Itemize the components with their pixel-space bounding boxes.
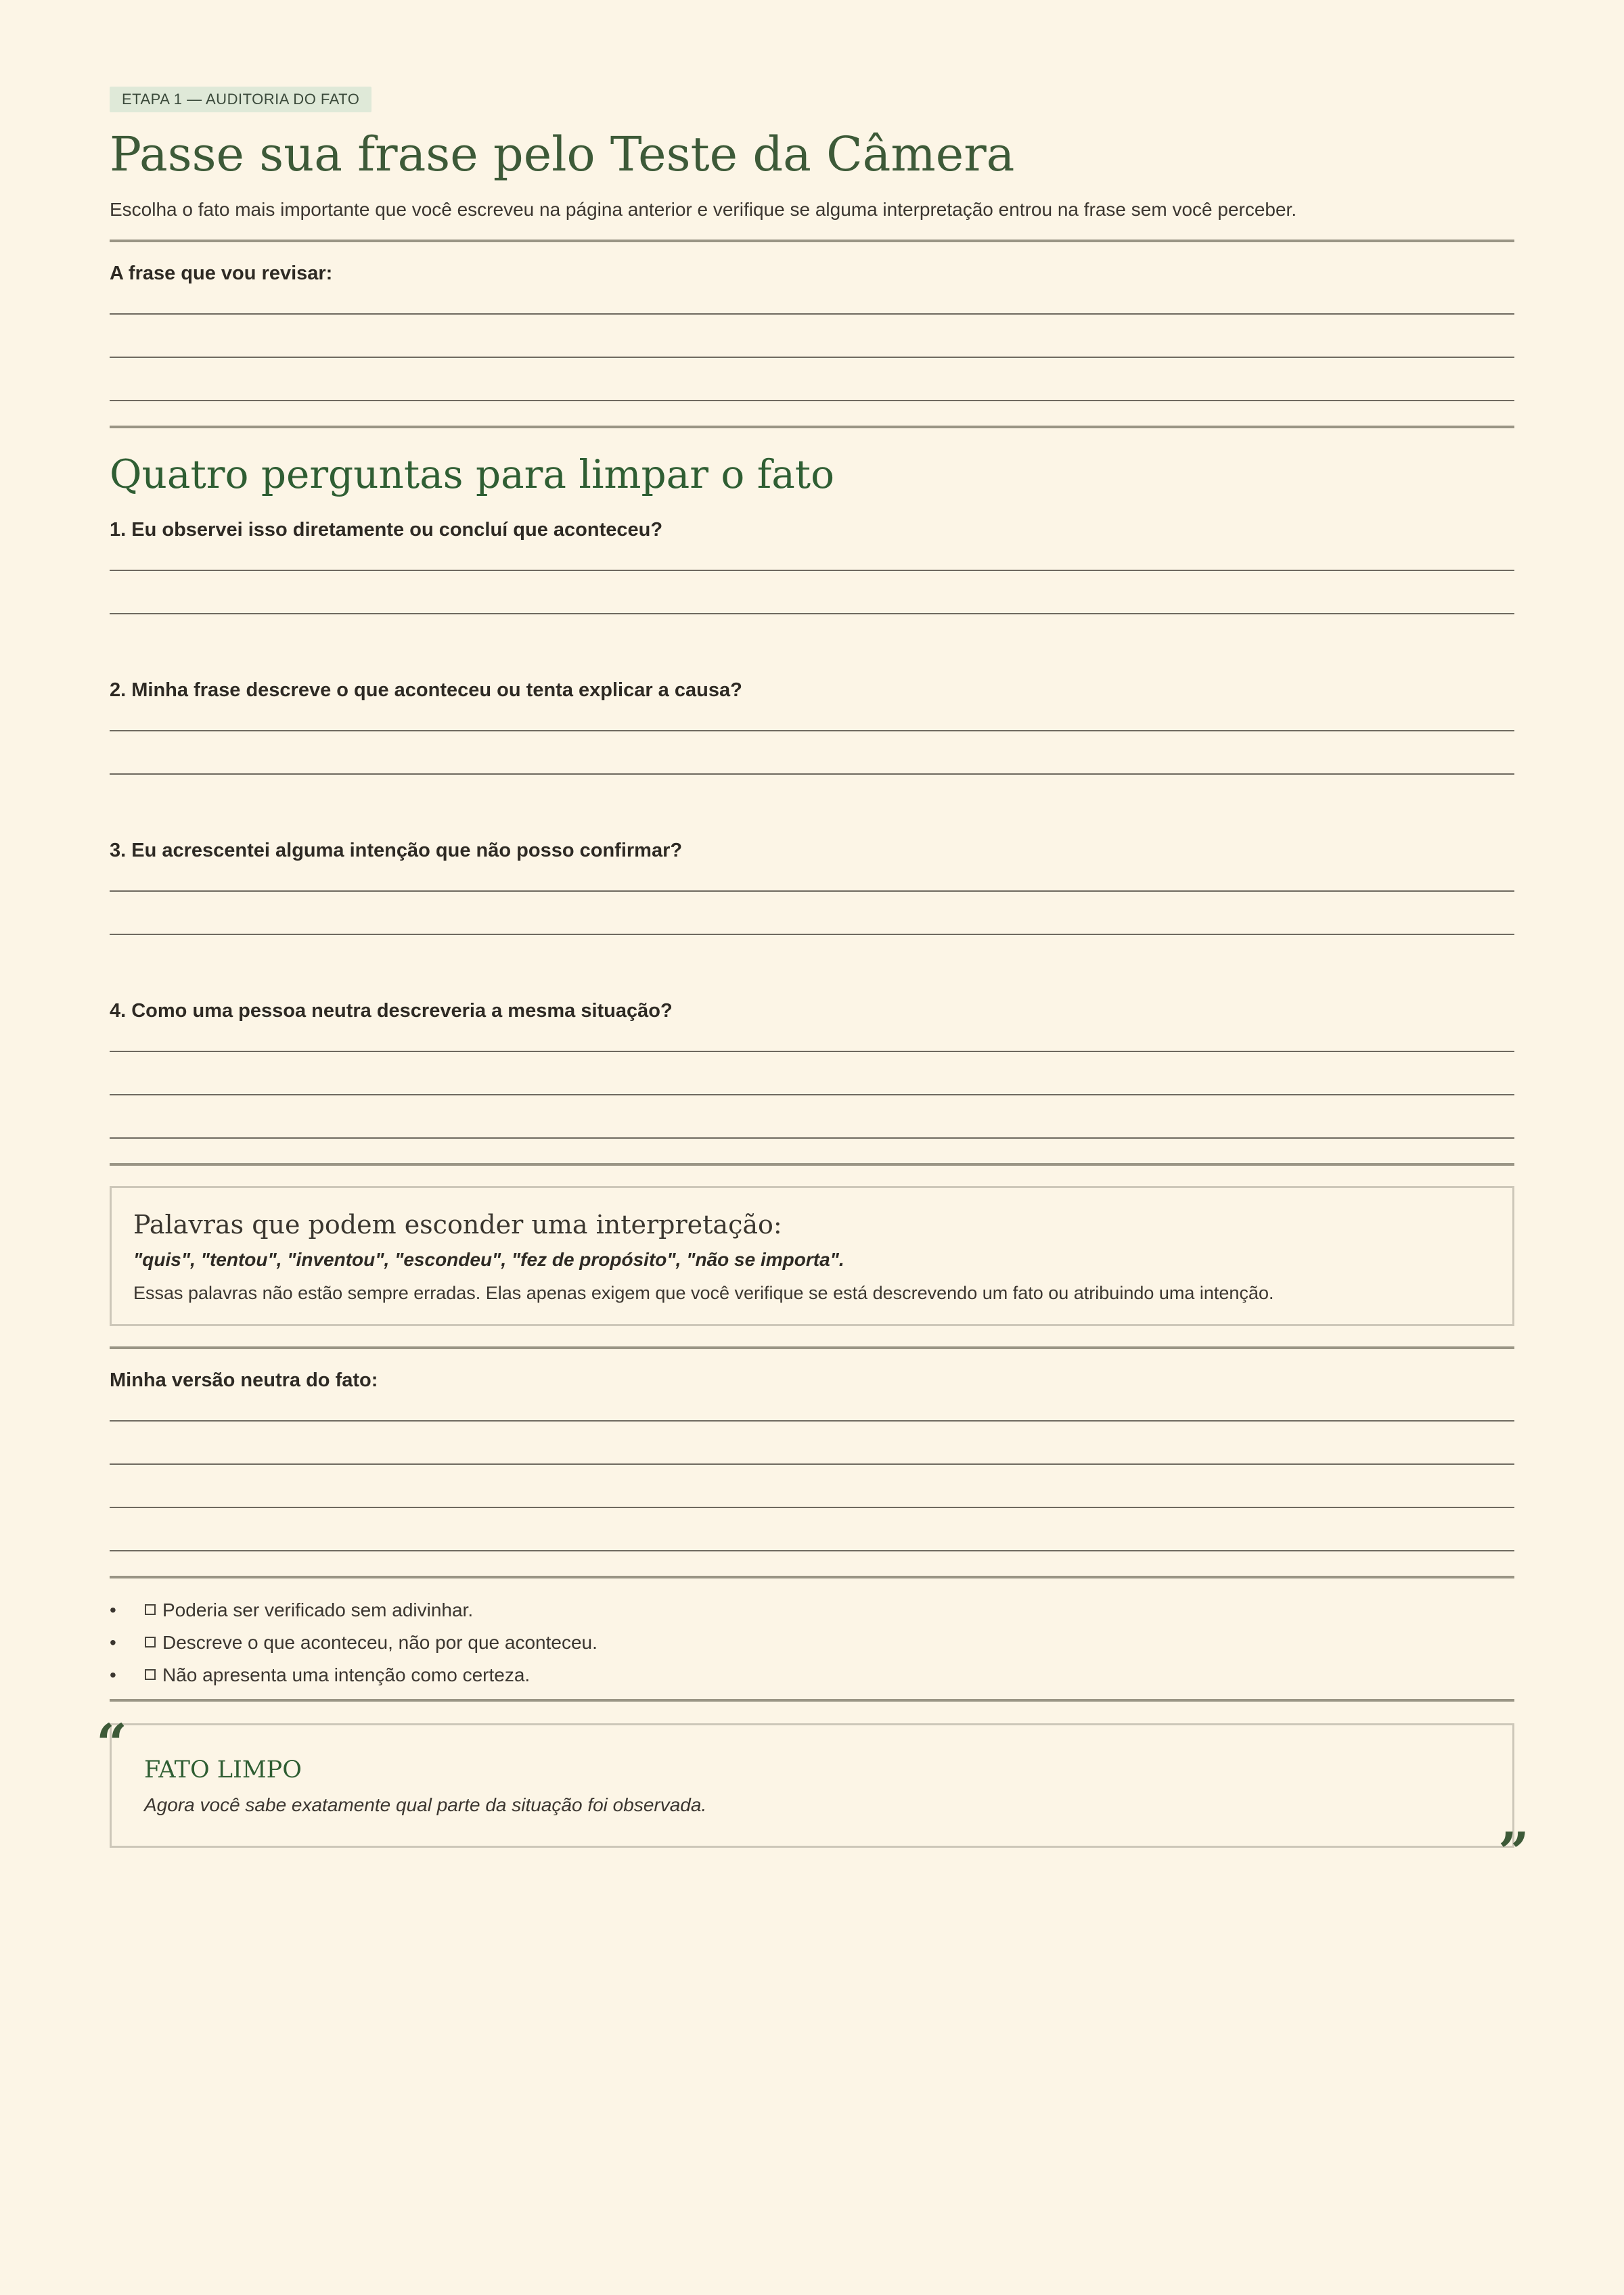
writing-line[interactable] [110, 1094, 1514, 1095]
clean-fact-quote [96, 1711, 1529, 1884]
writing-line[interactable] [110, 1463, 1514, 1465]
checkbox-icon[interactable] [145, 1604, 156, 1615]
writing-line[interactable] [110, 357, 1514, 358]
divider [110, 1699, 1514, 1702]
question-label: 3. Eu acrescentei alguma intenção que não posso confirmar? [110, 839, 683, 861]
intro-text: Escolha o fato mais importante que você escreveu na página anterior e verifique se alguma interpretação entrou na frase sem você perceber. [110, 199, 1297, 220]
question-block [110, 840, 1514, 935]
open-quote-icon: “ [96, 1711, 128, 1775]
quote-title: FATO LIMPO [144, 1756, 302, 1783]
checkbox-icon[interactable] [145, 1669, 156, 1680]
question-label: 1. Eu observei isso diretamente ou concluí que aconteceu? [110, 518, 663, 541]
question-label: 2. Minha frase descreve o que aconteceu ou tenta explicar a causa? [110, 679, 742, 701]
question-block [110, 519, 1514, 614]
checkbox-icon[interactable] [145, 1637, 156, 1648]
divider [110, 1163, 1514, 1166]
checklist-item[interactable] [110, 1664, 1514, 1687]
page-title: Passe sua frase pelo Teste da Câmera [110, 127, 1015, 182]
writing-line[interactable] [110, 730, 1514, 731]
callout-title: Palavras que podem esconder uma interpretação: [133, 1209, 782, 1240]
divider [110, 1346, 1514, 1349]
neutral-label: Minha versão neutra do fato: [110, 1369, 378, 1391]
checklist-item-label: Poderia ser verificado sem adivinhar. [162, 1599, 474, 1620]
divider [110, 426, 1514, 428]
callout-text: Essas palavras não estão sempre erradas. Elas apenas exigem que você verifique se está descrevendo um fato ou atribuindo uma intenção. [133, 1282, 1274, 1303]
quote-box [110, 1723, 1514, 1848]
step-tag: ETAPA 1 — AUDITORIA DO FATO [110, 87, 371, 112]
bullet-icon: • [110, 1599, 116, 1620]
writing-line[interactable] [110, 1420, 1514, 1422]
divider [110, 240, 1514, 242]
writing-line[interactable] [110, 400, 1514, 401]
bullet-icon: • [110, 1631, 116, 1653]
writing-line[interactable] [110, 613, 1514, 614]
writing-line[interactable] [110, 1051, 1514, 1052]
writing-line[interactable] [110, 1507, 1514, 1508]
checklist-item[interactable] [110, 1599, 1514, 1622]
worksheet-page [96, 87, 1529, 1884]
writing-line[interactable] [110, 773, 1514, 775]
question-block [110, 679, 1514, 775]
writing-line[interactable] [110, 934, 1514, 935]
bullet-icon: • [110, 1664, 116, 1685]
interpretation-words-callout [110, 1186, 1514, 1326]
question-label: 4. Como uma pessoa neutra descreveria a mesma situação? [110, 999, 673, 1022]
checklist-item-label: Não apresenta uma intenção como certeza. [162, 1664, 531, 1685]
writing-line[interactable] [110, 890, 1514, 892]
question-block [110, 1000, 1514, 1139]
checklist-item[interactable] [110, 1631, 1514, 1654]
divider [110, 1576, 1514, 1578]
close-quote-icon: ” [1497, 1819, 1529, 1884]
revise-label: A frase que vou revisar: [110, 263, 333, 284]
writing-line[interactable] [110, 570, 1514, 571]
callout-words: "quis", "tentou", "inventou", "escondeu", "fez de propósito", "não se importa". [133, 1248, 844, 1270]
writing-line[interactable] [110, 1137, 1514, 1139]
checklist-item-label: Descreve o que aconteceu, não por que aconteceu. [162, 1631, 597, 1653]
checklist [110, 1599, 1514, 1687]
questions-title: Quatro perguntas para limpar o fato [110, 451, 835, 497]
writing-line[interactable] [110, 313, 1514, 315]
writing-line[interactable] [110, 1550, 1514, 1551]
quote-text: Agora você sabe exatamente qual parte da situação foi observada. [144, 1794, 707, 1815]
